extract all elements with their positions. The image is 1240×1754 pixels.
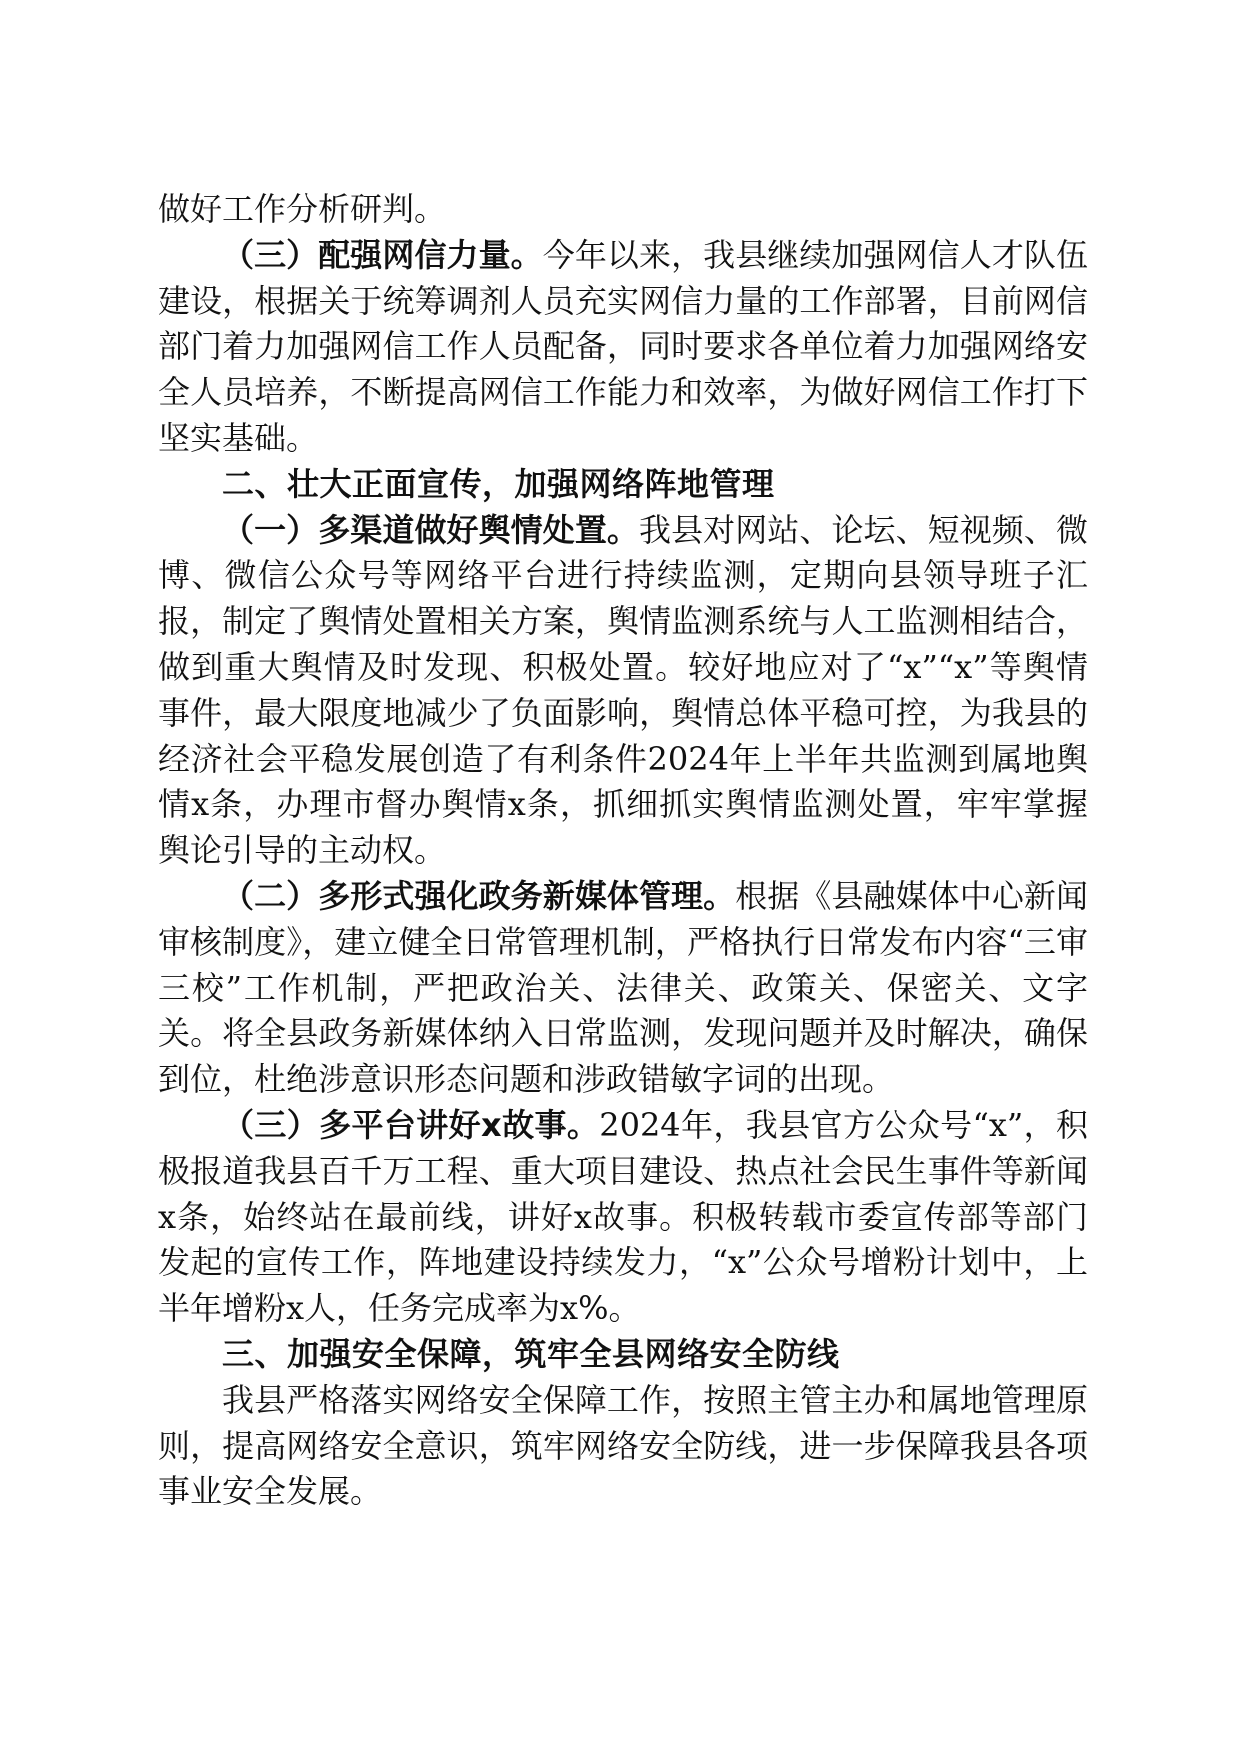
paragraph-strengthen-staff: [158, 233, 1088, 462]
document-body: [158, 187, 1088, 1515]
paragraph-text: 我县对网站、论坛、短视频、微博、微信公众号等网络平台进行持续监测，定期向县领导班子汇报，制定了舆情处置相关方案，舆情监测系统与人工监测相结合，做到重大舆情及时发现、积极处置。较好地应对了“x”“x”等舆情事件，最大限度地减少了负面影响，舆情总体平稳可控，为我县的经济社会平稳发展创造了有利条件2024年上半年共监测到属地舆情x条，办理市督办舆情x条，抓细抓实舆情监测处置，牢牢掌握舆论引导的主动权。: [158, 510, 1088, 870]
section-heading-3: 三、加强安全保障，筑牢全县网络安全防线: [222, 1334, 840, 1373]
subheading-lead: （一）多渠道做好舆情处置。: [222, 510, 639, 549]
paragraph-text: 今年以来，我县继续加强网信人才队伍建设，根据关于统筹调剂人员充实网信力量的工作部署，目前网信部门着力加强网信工作人员配备，同时要求各单位着力加强网络安全人员培养，不断提高网信工作能力和效率，为做好网信工作打下坚实基础。: [158, 235, 1088, 457]
subheading-lead: （三）配强网信力量。: [222, 235, 543, 274]
paragraph-continuation: 做好工作分析研判。: [158, 190, 447, 228]
paragraph-security: 我县严格落实网络安全保障工作，按照主管主办和属地管理原则，提高网络安全意识，筑牢网络安全防线，进一步保障我县各项事业安全发展。: [158, 1380, 1088, 1511]
subheading-lead: （二）多形式强化政务新媒体管理。: [222, 876, 736, 915]
paragraph-text: 根据《县融媒体中心新闻审核制度》，建立健全日常管理机制，严格执行日常发布内容“三审三校”工作机制，严把政治关、法律关、政策关、保密关、文字关。将全县政务新媒体纳入日常监测，发现问题并及时解决，确保到位，杜绝涉意识形态问题和涉政错敏字词的出现。: [158, 876, 1088, 1099]
paragraph-public-opinion: [158, 508, 1088, 874]
paragraph-new-media: [158, 874, 1088, 1103]
section-heading-2: 二、壮大正面宣传，加强网络阵地管理: [222, 464, 775, 503]
paragraph-text: 2024年，我县官方公众号“x”，积极报道我县百千万工程、重大项目建设、热点社会民生事件等新闻x条，始终站在最前线，讲好x故事。积极转载市委宣传部等部门发起的宣传工作，阵地建设持续发力，“x”公众号增粉计划中，上半年增粉x人，任务完成率为x%。: [158, 1105, 1088, 1328]
subheading-lead: （三）多平台讲好x故事。: [222, 1105, 600, 1144]
paragraph-storytelling: [158, 1103, 1088, 1332]
